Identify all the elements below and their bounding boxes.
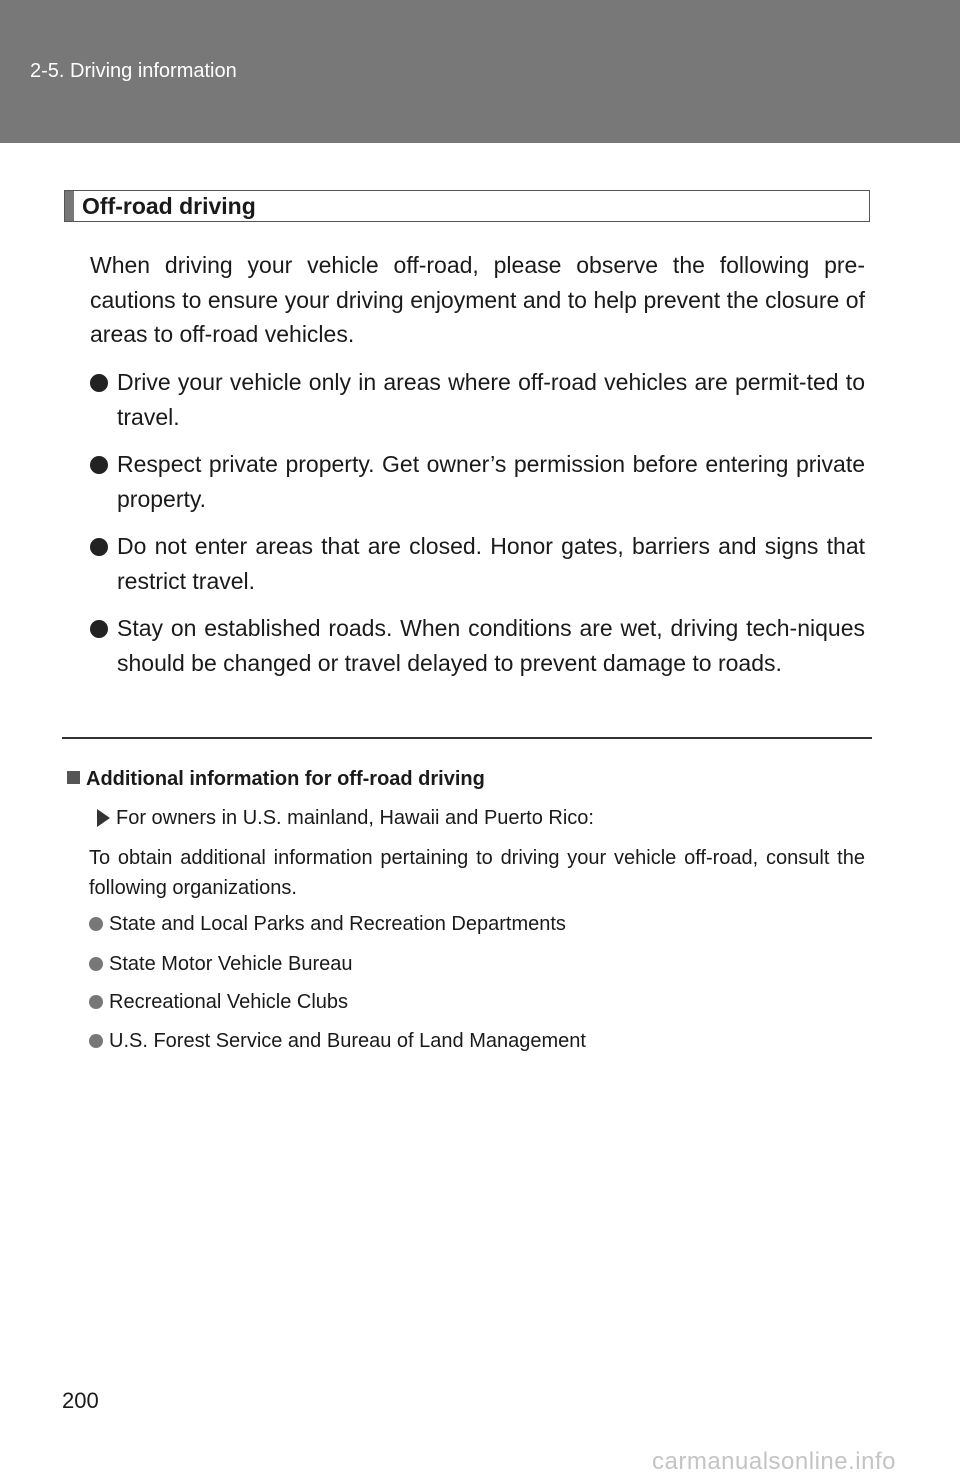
info-subtitle-text: For owners in U.S. mainland, Hawaii and Puerto Rico:	[116, 807, 594, 829]
bullet-icon	[90, 538, 108, 556]
section-title: Off-road driving	[82, 193, 256, 219]
info-list-item	[89, 991, 348, 1014]
header-section-label: 2-5. Driving information	[30, 60, 237, 82]
bullet-icon	[89, 995, 103, 1009]
bullet-icon	[89, 957, 103, 971]
bullet-text: Respect private property. Get owner’s permission before entering private property.	[117, 451, 865, 512]
bullet-item	[90, 447, 865, 516]
info-list-text: State Motor Vehicle Bureau	[109, 953, 353, 975]
intro-paragraph: When driving your vehicle off-road, please observe the following pre-cautions to ensure your driving enjoyment and to help prevent the closure of areas to off-road vehicles.	[90, 252, 865, 347]
info-list-item	[89, 913, 566, 936]
watermark: carmanualsonline.info	[652, 1448, 896, 1475]
info-list-text: State and Local Parks and Recreation Departments	[109, 913, 566, 935]
info-subtitle	[97, 807, 594, 830]
section-heading-bar	[65, 191, 74, 221]
bullet-text: Stay on established roads. When conditions are wet, driving tech-niques should be changed or travel delayed to prevent damage to roads.	[117, 615, 865, 676]
bullet-text: Drive your vehicle only in areas where off-road vehicles are permit-ted to travel.	[117, 369, 865, 430]
page-number: 200	[62, 1388, 99, 1413]
bullet-item	[90, 365, 865, 434]
bullet-icon	[90, 456, 108, 474]
bullet-item	[90, 529, 865, 598]
info-body: To obtain additional information pertaining to driving your vehicle off-road, consult the following organizations.	[89, 847, 865, 899]
bullet-icon	[90, 374, 108, 392]
triangle-right-icon	[97, 809, 110, 827]
bullet-icon	[90, 620, 108, 638]
bullet-icon	[89, 1034, 103, 1048]
section-heading	[64, 190, 870, 222]
section-divider	[62, 737, 872, 739]
info-list-item	[89, 953, 352, 976]
info-list-text: U.S. Forest Service and Bureau of Land Management	[109, 1030, 586, 1052]
bullet-item	[90, 611, 865, 680]
bullet-icon	[89, 917, 103, 931]
page-header	[0, 0, 960, 143]
square-bullet-icon	[67, 771, 80, 784]
info-list-text: Recreational Vehicle Clubs	[109, 991, 349, 1013]
info-title-text: Additional information for off-road driving	[86, 768, 485, 790]
info-list-item	[89, 1030, 586, 1053]
info-title	[67, 768, 485, 791]
bullet-text: Do not enter areas that are closed. Honor gates, barriers and signs that restrict travel.	[117, 533, 865, 594]
